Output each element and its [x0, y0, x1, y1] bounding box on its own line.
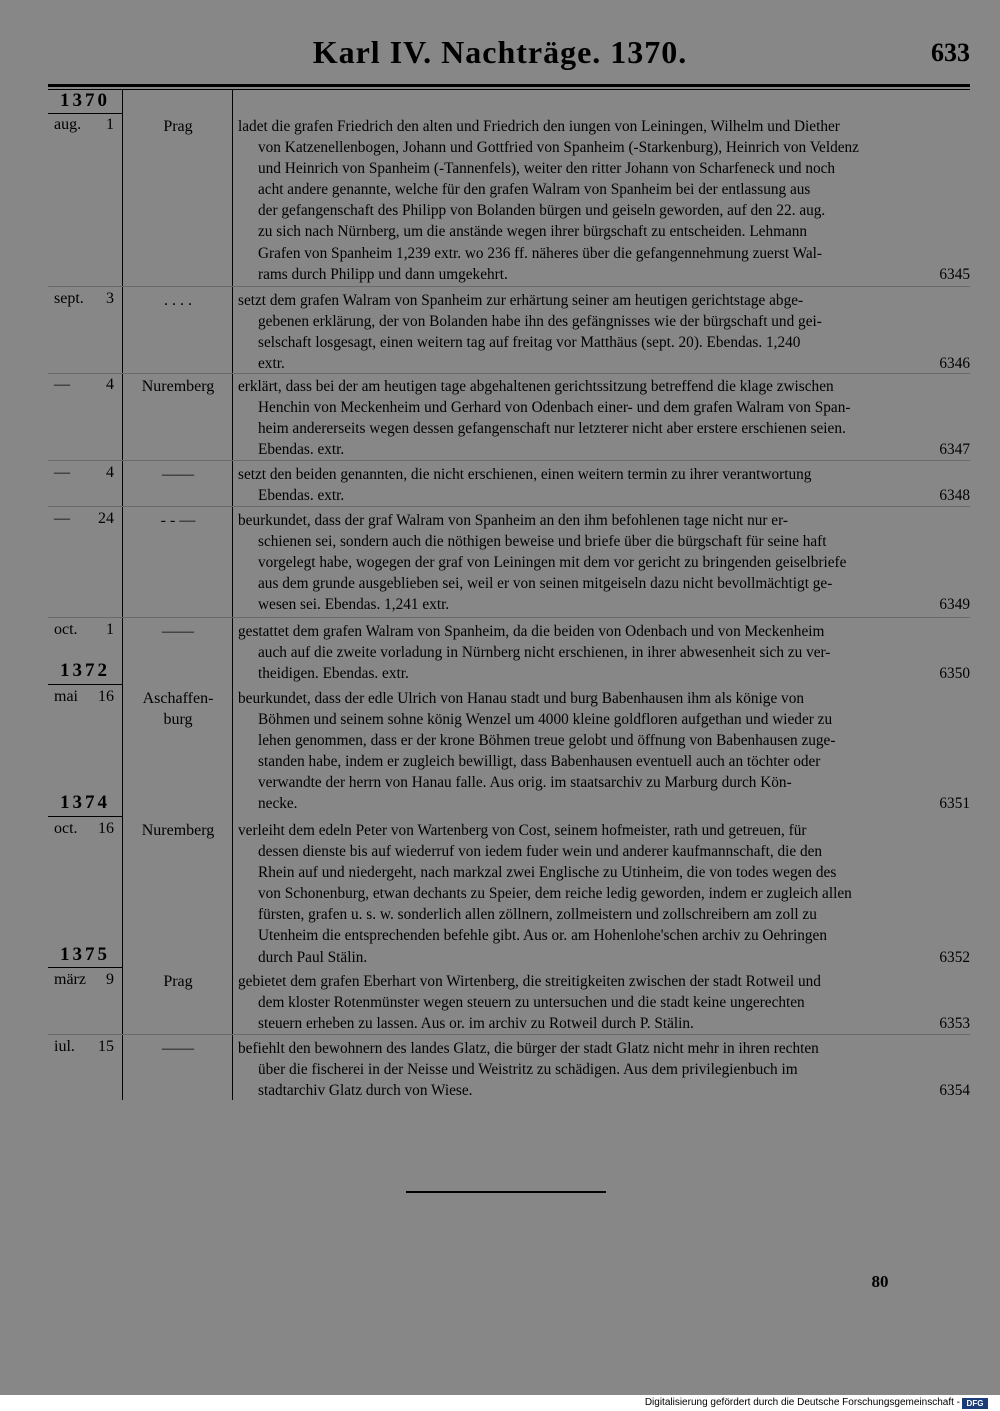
entry-line: durch Paul Stälin. — [258, 948, 368, 966]
entry-place-line: . . . . — [164, 292, 192, 309]
entry-line: befiehlt den bewohnern des landes Glatz, die bürger der stadt Glatz nicht mehr in ihren rechten — [238, 1040, 819, 1057]
entry-day: 4 — [106, 376, 114, 393]
entry-number: 6346 — [939, 355, 970, 373]
entry-line: Böhmen und seinem sohne könig Wenzel um 4000 kleine goldfloren aufgethan und wieder zu — [258, 711, 833, 729]
entry-line: Utenheim die entsprechenden befehle gibt. Aus or. am Hohenlohe'schen archiv zu Oehringen — [258, 927, 827, 945]
entry-day: 16 — [98, 820, 114, 837]
entry-text — [238, 820, 970, 968]
entry-line: Rhein auf und niedergeht, nach markzal zwei Englische zu Utinheim, die von todes wegen des — [258, 864, 837, 882]
entry-number: 6347 — [939, 441, 970, 459]
signature-mark: 80 — [871, 1272, 889, 1291]
entry-line: und Heinrich von Spanheim (-Tannenfels), weiter den ritter Johann von Scharfeneck und noch — [258, 160, 836, 178]
entry-place — [124, 510, 232, 531]
entry-text — [238, 621, 970, 684]
entry-number: 6350 — [939, 665, 970, 683]
closing-rule — [406, 1191, 606, 1193]
entry-place-line: —— — [162, 1040, 194, 1057]
entry-line: beurkundet, dass der edle Ulrich von Hanau stadt und burg Babenhausen ihm als könige von — [238, 690, 804, 707]
year-heading-1375: 1375 — [60, 944, 110, 965]
entry-place — [124, 290, 232, 311]
entry-place-line: Prag — [163, 118, 193, 135]
year-rule — [48, 684, 122, 685]
entry-line: standen habe, indem er zugleich bewilligt, dass Babenhausen eventuell auch an töchter oder — [258, 753, 821, 771]
entry-line: extr. — [258, 355, 285, 373]
entry-date — [54, 688, 114, 706]
entry-place-line: Prag — [163, 973, 193, 990]
entry-text — [238, 290, 970, 374]
entry-day: 1 — [106, 116, 114, 133]
entry-month: oct. — [54, 621, 78, 638]
entry-line: setzt dem grafen Walram von Spanheim zur erhärtung seiner am heutigen gerichtstage abge- — [238, 292, 804, 309]
entry-line: vorgelegt habe, wogegen der graf von Leiningen mit dem vor gericht zu bringenden geiselbriefe — [258, 554, 847, 572]
entry-place-line: —— — [162, 623, 194, 640]
entry-date — [54, 290, 114, 308]
entry-line: setzt den beiden genannten, die nicht erschienen, einen weitern termin zu ihrer verantwortung — [238, 466, 812, 483]
entry-month: mai — [54, 688, 78, 705]
entry-date — [54, 116, 114, 134]
entry-line: gebietet dem grafen Eberhart von Wirtenberg, die streitigkeiten zwischen der stadt Rotweil und — [238, 973, 821, 990]
column-divider-date — [122, 90, 123, 1100]
entry-place-line: Nuremberg — [141, 378, 215, 395]
year-rule — [48, 816, 122, 817]
entry-text — [238, 464, 970, 506]
entry-date — [54, 510, 114, 528]
entry-number: 6348 — [939, 487, 970, 505]
entry-date — [54, 820, 114, 838]
entry-place-line: Nuremberg — [141, 822, 215, 839]
entry-place — [124, 1038, 232, 1059]
entry-place — [124, 116, 232, 137]
entry-line: gestattet dem grafen Walram von Spanheim, da die beiden von Odenbach und von Meckenheim — [238, 623, 825, 640]
entry-day: 15 — [98, 1038, 114, 1055]
entry-line: von Katzenellenbogen, Johann und Gottfried von Spanheim (-Starkenburg), Heinrich von Veldenz — [258, 139, 859, 157]
entry-day: 16 — [98, 688, 114, 705]
entry-line: steuern erheben zu lassen. Aus or. im archiv zu Rotweil durch P. Stälin. — [258, 1015, 694, 1033]
entry-date — [54, 376, 114, 394]
entry-number: 6353 — [939, 1015, 970, 1033]
entry-line: Henchin von Meckenheim und Gerhard von Odenbach einer- und dem grafen Walram von Span- — [258, 399, 851, 417]
year-rule — [48, 967, 122, 968]
year-rule — [48, 113, 122, 114]
entry-line: lehen genommen, dass er der krone Böhmen treue gelobt und öffnung von Babenhausen zuge- — [258, 732, 836, 750]
entry-line: theidigen. Ebendas. extr. — [258, 665, 409, 683]
entry-line: zu sich nach Nürnberg, um die anstände wegen ihrer bürgschaft zu entscheiden. Lehmann — [258, 223, 808, 241]
entry-number: 6345 — [939, 265, 970, 283]
entry-place — [124, 688, 232, 730]
entry-month: — — [54, 510, 70, 527]
entry-line: necke. — [258, 795, 298, 813]
header-rule-thin — [48, 89, 970, 90]
entry-place — [124, 376, 232, 397]
page-number: 633 — [931, 38, 970, 67]
year-heading-1374: 1374 — [60, 792, 110, 813]
year-heading-1370: 1370 — [60, 90, 110, 111]
entry-month: märz — [54, 971, 86, 988]
entry-line: stadtarchiv Glatz durch von Wiese. — [258, 1082, 473, 1100]
entry-day: 4 — [106, 464, 114, 481]
entry-day: 24 — [98, 510, 114, 527]
entry-line: über die fischerei in der Neisse und Weistritz zu schädigen. Aus dem privilegienbuch im — [258, 1061, 798, 1079]
entry-line: verwandte der herrn von Hanau falle. Aus orig. im staatsarchiv zu Marburg durch Kön- — [258, 774, 792, 792]
entry-line: fürsten, grafen u. s. w. sonderlich allen zöllnern, zollmeistern und zollschreibern am zoll zu — [258, 906, 817, 924]
entry-text — [238, 510, 970, 615]
entry-place — [124, 621, 232, 642]
entry-day: 9 — [106, 971, 114, 988]
entry-place — [124, 820, 232, 841]
year-heading-1372: 1372 — [60, 660, 110, 681]
entry-line: dem kloster Rotenmünster wegen steuern zu untersuchen und die stadt keine ungerechten — [258, 994, 805, 1012]
entry-line: schienen sei, sondern auch die nöthigen beweise und briefe über die bürgschaft für seine haft — [258, 533, 827, 551]
entry-line: aus dem grunde ausgeblieben sei, weil er von seinen mitgeiseln dazu nicht bevollmächtigt ge- — [258, 575, 833, 593]
column-divider-place — [232, 90, 233, 1100]
entry-place — [124, 971, 232, 992]
entry-separator — [48, 506, 970, 507]
entry-line: Ebendas. extr. — [258, 487, 345, 505]
entry-line: beurkundet, dass der graf Walram von Spanheim an den ihm befohlenen tage nicht nur er- — [238, 512, 788, 529]
entry-line: der gefangenschaft des Philipp von Bolanden bürgen und geiseln geworden, auf den 22. aug. — [258, 202, 826, 220]
entry-month: sept. — [54, 290, 84, 307]
entry-line: verleiht dem edeln Peter von Wartenberg von Cost, seinem hofmeister, rath und getreuen, für — [238, 822, 807, 839]
entry-line: erklärt, dass bei der am heutigen tage abgehaltenen gerichtssitzung betreffend die klage zwischen — [238, 378, 834, 395]
entry-date — [54, 971, 114, 989]
entry-text — [238, 1038, 970, 1101]
entry-text — [238, 688, 970, 815]
entry-month: iul. — [54, 1038, 75, 1055]
entry-number: 6352 — [939, 948, 970, 966]
entry-line: heim andererseits wegen dessen gefangenschaft nur letzterer nicht aber erstere erschienen seien. — [258, 420, 846, 438]
entry-line: von Schonenburg, etwan dechants zu Speier, dem reiche ledig geworden, indem er zugleich allen — [258, 885, 852, 903]
entry-separator — [48, 617, 970, 618]
entry-number: 6354 — [939, 1082, 970, 1100]
entry-line: wesen sei. Ebendas. 1,241 extr. — [258, 596, 450, 614]
entry-separator — [48, 460, 970, 461]
entry-date — [54, 621, 114, 639]
entry-line: selschaft losgesagt, einen weitern tag auf freitag vor Matthäus (sept. 20). Ebendas. 1,240 — [258, 334, 801, 352]
entry-date — [54, 1038, 114, 1056]
entry-place-line: burg — [163, 711, 193, 728]
entry-day: 1 — [106, 621, 114, 638]
entry-number: 6351 — [939, 795, 970, 813]
entry-day: 3 — [106, 290, 114, 307]
header-rule — [48, 84, 970, 87]
entry-text — [238, 971, 970, 1034]
entry-line: ladet die grafen Friedrich den alten und Friedrich den iungen von Leiningen, Wilhelm und Diether — [238, 118, 840, 135]
entry-number: 6349 — [939, 596, 970, 614]
dfg-logo: DFG — [962, 1398, 988, 1409]
entry-line: rams durch Philipp und dann umgekehrt. — [258, 265, 508, 283]
entry-line: Ebendas. extr. — [258, 441, 345, 459]
entry-place-line: - - — — [160, 512, 196, 529]
entry-separator — [48, 373, 970, 374]
entry-text — [238, 376, 970, 460]
entry-date — [54, 464, 114, 482]
entry-line: acht andere genannte, welche für den grafen Walram von Spanheim bei der entlassung aus — [258, 181, 811, 199]
entry-separator — [48, 1034, 970, 1035]
entry-separator — [48, 286, 970, 287]
entry-month: oct. — [54, 820, 78, 837]
entry-text — [238, 116, 970, 285]
entry-place-line: Aschaffen- — [142, 690, 214, 707]
entry-place — [124, 464, 232, 485]
entry-line: dessen dienste bis auf wiederruf von iedem fuder wein und anderer kaufmannschaft, die den — [258, 843, 823, 861]
digitization-credit: Digitalisierung gefördert durch die Deutsche Forschungsgemeinschaft - — [644, 1397, 960, 1408]
entry-line: Grafen von Spanheim 1,239 extr. wo 236 ff. näheres über die gefangennehmung zuerst Wal- — [258, 244, 823, 262]
entry-line: auch auf die zweite vorladung in Nürnberg nicht erschienen, in ihrer abwesenheit sich zu ver- — [258, 644, 831, 662]
entry-month: — — [54, 376, 70, 393]
page-header-title: Karl IV. Nachträge. 1370. — [312, 34, 688, 70]
entry-month: aug. — [54, 116, 82, 133]
entry-line: gebenen erklärung, der von Bolanden habe ihn des gefängnisses wie der bürgschaft und gei- — [258, 313, 822, 331]
entry-place-line: —— — [162, 466, 194, 483]
entry-month: — — [54, 464, 70, 481]
